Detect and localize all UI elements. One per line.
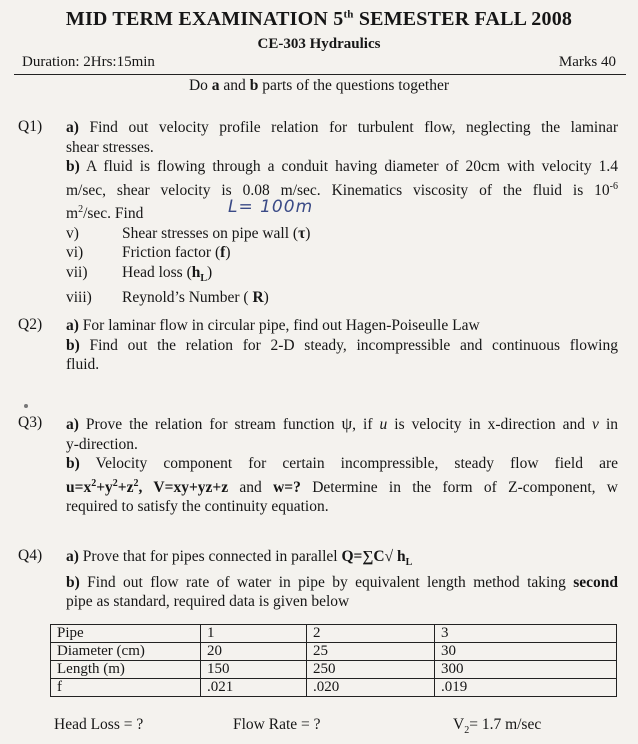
sub-item-number: vii) (66, 263, 88, 281)
table-cell: 1 (201, 625, 307, 643)
q1a-line2: shear stresses. (66, 138, 154, 156)
q3b-line1: b) Velocity component for certain incompressible, steady flow field are (66, 455, 618, 472)
handwritten-length-note: L= 100m (228, 197, 314, 218)
q1-sub-items (66, 224, 618, 308)
q1b-line2: m/sec, shear velocity is 0.08 m/sec. Kinematics viscosity of the fluid is $10^{-6}$ (66, 180, 618, 199)
q3b-line3: required to satisfy the continuity equation. (66, 498, 329, 516)
velocity-v2-label: $V_2= 1.7$ m/sec (453, 716, 542, 737)
q3-label: Q3) (18, 414, 43, 431)
sub-item-text: Shear stresses on pipe wall (τ) (122, 224, 311, 242)
header-divider (14, 74, 626, 75)
q4-label: Q4) (18, 547, 43, 564)
q3b-line2: $u=x^2+y^2+z^2$, V=xy+yz+z and w=? Determine in the form of Z-component, w (66, 477, 618, 496)
table-cell: .021 (201, 679, 307, 697)
table-row (51, 643, 617, 661)
q4b-line2: pipe as standard, required data is given below (66, 593, 350, 611)
question-4 (66, 547, 618, 612)
table-row (51, 661, 617, 679)
q1b-line1: b) A fluid is flowing through a conduit having diameter of 20cm with velocity 1.4 (66, 158, 618, 175)
q3a-line1: a) Prove the relation for stream function ψ, if u is velocity in x-direction and v in (66, 414, 619, 433)
table-cell: Length (m) (51, 661, 201, 679)
table-cell: .019 (435, 679, 617, 697)
table-cell: 250 (307, 661, 435, 679)
question-3 (66, 414, 618, 517)
sub-item-number: v) (66, 224, 79, 242)
sub-item-text: Reynold’s Number ( R) (122, 289, 269, 307)
table-cell: 150 (201, 661, 307, 679)
table-cell: 300 (435, 661, 617, 679)
q1b-line3: $m^2/\sec$. Find L= 100m (66, 197, 314, 223)
table-cell: Pipe (51, 625, 201, 643)
q1-label: Q1) (18, 118, 43, 135)
sub-item-number: viii) (66, 289, 92, 307)
q1-sub-item (66, 243, 618, 263)
table-row (51, 679, 617, 697)
q4a-line1: a) Prove that for pipes connected in parallel Q=∑C√ $h_L$ (66, 548, 413, 569)
pipe-data-table (50, 624, 617, 697)
exam-duration: Duration: 2Hrs:15min (22, 54, 155, 70)
flow-rate-label: Flow Rate = ? (233, 716, 321, 733)
sub-item-number: vi) (66, 244, 84, 262)
stray-mark (24, 404, 28, 408)
table-cell: f (51, 679, 201, 697)
table-cell: 25 (307, 643, 435, 661)
q1a-line1: a) Find out velocity profile relation for turbulent flow, neglecting the laminar (66, 119, 618, 136)
table-cell: 30 (435, 643, 617, 661)
exam-title: MID TERM EXAMINATION 5th SEMESTER FALL 2008 (65, 8, 573, 30)
head-loss-label: Head Loss = ? (54, 716, 144, 733)
q1-sub-item (66, 224, 618, 244)
course-title: CE-303 Hydraulics (257, 36, 381, 52)
table-cell: .020 (307, 679, 435, 697)
table-row (51, 625, 617, 643)
table-cell: 20 (201, 643, 307, 661)
table-cell: 2 (307, 625, 435, 643)
table-cell: 3 (435, 625, 617, 643)
q4b-line1: b) Find out flow rate of water in pipe by equivalent length method taking second (66, 573, 618, 591)
q3a-line2: y-direction. (66, 435, 138, 453)
q1-sub-item (66, 263, 618, 289)
exam-instruction: Do a and b parts of the questions together (188, 77, 450, 94)
sub-item-text: Friction factor (f) (122, 244, 231, 262)
q2b-line2: fluid. (66, 356, 100, 373)
sub-item-text: Head loss $(h_L)$ (122, 263, 213, 284)
q2a-line1: a) For laminar flow in circular pipe, find out Hagen-Poiseulle Law (66, 317, 480, 334)
q1-sub-item (66, 288, 618, 308)
exam-marks: Marks 40 (558, 54, 616, 70)
table-cell: Diameter (cm) (51, 643, 201, 661)
question-2 (66, 316, 618, 375)
q2b-line1: b) Find out the relation for 2-D steady, incompressible and continuous flowing (66, 336, 618, 354)
q2-label: Q2) (18, 316, 43, 333)
question-1 (66, 118, 618, 308)
